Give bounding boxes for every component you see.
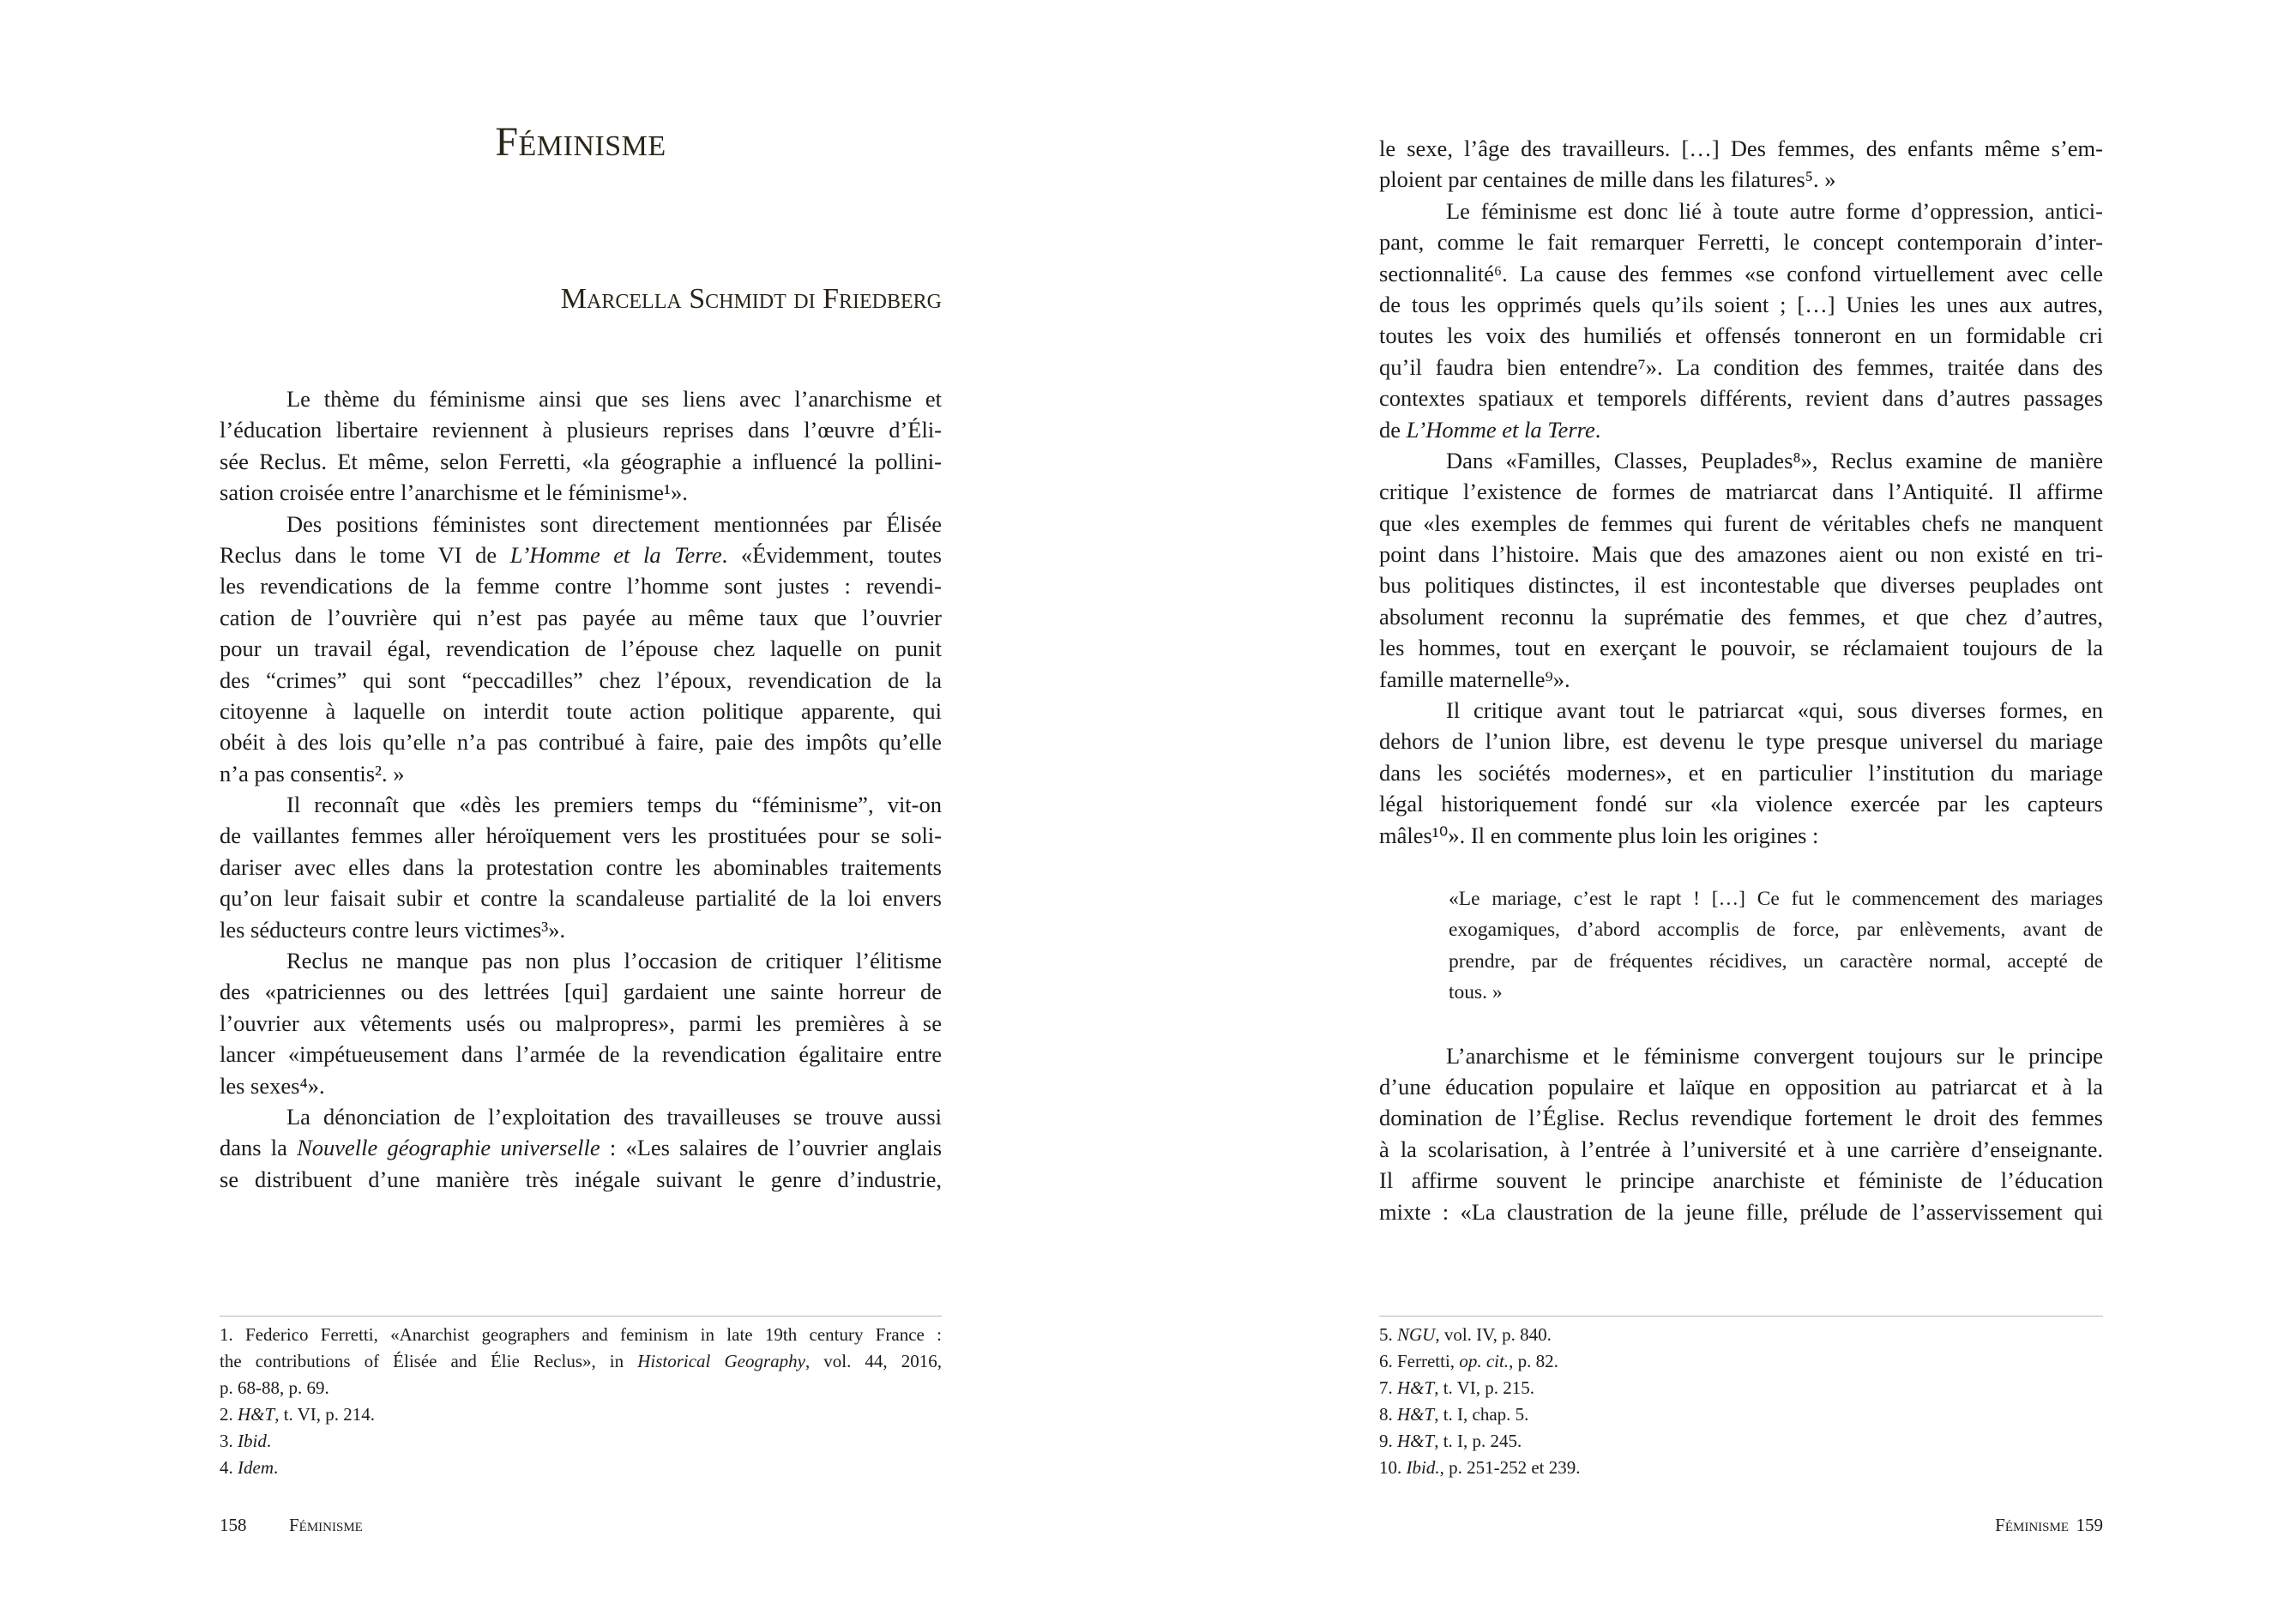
text-line: absolument reconnu la suprématie des femmes, et que chez d’autres, (1379, 603, 2103, 630)
text-line (1379, 414, 2103, 445)
italic-text: Ibid. (1406, 1457, 1440, 1478)
text-line: obéit à des lois qu’elle n’a pas contribué à faire, paie des impôts qu’elle (220, 729, 942, 756)
text-segment: 4. (220, 1457, 238, 1478)
text-segment: . (273, 1457, 279, 1478)
running-head: Féminisme (289, 1515, 363, 1535)
text-line: les séducteurs contre leurs victimes³». (220, 916, 566, 943)
text-line: n’a pas consentis². » (220, 760, 405, 786)
page-number: 159 (2076, 1515, 2103, 1535)
text-line: Il critique avant tout le patriarcat «qui, sous diverses formes, en (1446, 697, 2103, 724)
text-segment: 2. (220, 1404, 238, 1425)
text-line: l’éducation libertaire reviennent à plusieurs reprises dans l’œuvre d’Éli- (220, 417, 942, 443)
text-segment: Reclus dans le tome VI de (220, 541, 510, 568)
text-line: point dans l’histoire. Mais que des amazones aient ou non existé en tri- (1379, 541, 2103, 568)
text-line: Dans «Familles, Classes, Peuplades⁸», Reclus examine de manière (1446, 447, 2103, 473)
italic-text: H&T (1397, 1431, 1435, 1451)
footnote (1379, 1375, 2103, 1401)
text-line: Reclus ne manque pas non plus l’occasion de critiquer l’élitisme (286, 948, 942, 974)
text-segment: the contributions of Élisée and Élie Reclus», in (220, 1351, 638, 1371)
footnote (220, 1428, 942, 1455)
text-line: Des positions féministes sont directement mentionnées par Élisée (286, 510, 942, 537)
text-line: sation croisée entre l’anarchisme et le féminisme¹». (220, 479, 688, 506)
text-segment: . «Évidemment, toutes (721, 541, 942, 568)
block-quote (1449, 883, 2103, 1009)
text-line: prendre, par de fréquentes récidives, un caractère normal, accepté de (1449, 949, 2103, 973)
paragraph (220, 1101, 942, 1195)
text-line: La dénonciation de l’exploitation des travailleuses se trouve aussi (286, 1103, 942, 1130)
italic-text: Historical Geography (637, 1351, 805, 1371)
italic-text: op. cit. (1459, 1351, 1510, 1371)
text-segment: 10. (1379, 1457, 1407, 1478)
italic-text: L’Homme et la Terre (1406, 416, 1595, 443)
footnote (1379, 1322, 2103, 1348)
text-line: de tous les opprimés quels qu’ils soient ; […] Unies les unes aux autres, (1379, 291, 2103, 317)
text-segment: 5. (1379, 1324, 1397, 1345)
text-line: exogamiques, d’abord accomplis de force, par enlèvements, avant de (1449, 919, 2103, 942)
text-line (1379, 1348, 2103, 1375)
text-line (1379, 1401, 2103, 1428)
left-footnotes (220, 1322, 942, 1481)
text-line: 1. Federico Ferretti, «Anarchist geographers and feminism in late 19th century France : (220, 1324, 942, 1345)
paragraph (220, 509, 942, 790)
text-line: l’ouvrier aux vêtements usés ou malpropres», parmi les premières à se (220, 1009, 942, 1036)
text-segment: 6. Ferretti, (1379, 1351, 1460, 1371)
text-line: citoyenne à laquelle on interdit toute action politique apparente, qui (220, 697, 942, 724)
text-line: dariser avec elles dans la protestation contre les abominables traitements (220, 853, 942, 880)
footnote (220, 1455, 942, 1481)
text-segment: , t. VI, p. 214. (274, 1404, 376, 1425)
text-line: toutes les voix des humiliés et offensés tonneront en un formidable cri (1379, 322, 2103, 349)
footnote (1379, 1455, 2103, 1481)
text-line (220, 539, 942, 570)
footnote-rule (1379, 1316, 2103, 1317)
text-line: domination de l’Église. Reclus revendique fortement le droit des femmes (1379, 1105, 2103, 1131)
text-line: les hommes, tout en exerçant le pouvoir, se réclamaient toujours de la (1379, 635, 2103, 661)
paragraph (1379, 1040, 2103, 1227)
text-line: des «patriciennes ou des lettrées [qui] gardaient une sainte horreur de (220, 979, 942, 1005)
text-line (220, 1401, 942, 1428)
paragraph (1379, 133, 2103, 196)
paragraph (220, 383, 942, 509)
italic-text: H&T (238, 1404, 275, 1425)
text-segment: , p. 251-252 et 239. (1439, 1457, 1581, 1478)
text-segment: , t. VI, p. 215. (1434, 1377, 1535, 1398)
paragraph (1379, 196, 2103, 445)
text-line: des “crimes” qui sont “peccadilles” chez l’époux, revendication de la (220, 666, 942, 693)
text-line: famille maternelle⁹». (1379, 666, 1570, 692)
text-line (1379, 1375, 2103, 1401)
text-line: «Le mariage, c’est le rapt ! […] Ce fut le commencement des mariages (1449, 887, 2103, 910)
text-line: dans les sociétés modernes», et en particulier l’institution du mariage (1379, 759, 2103, 786)
text-line: que «les exemples de femmes qui furent de véritables chefs ne manquent (1379, 509, 2103, 536)
text-line: pour un travail égal, revendication de l’épouse chez laquelle on punit (220, 636, 942, 662)
text-line: bus politiques distinctes, il est incontestable que diverses peuplades ont (1379, 572, 2103, 599)
paragraph (1379, 695, 2103, 851)
text-segment: 7. (1379, 1377, 1397, 1398)
text-segment: 9. (1379, 1431, 1397, 1451)
text-line (220, 1348, 942, 1375)
text-line: sée Reclus. Et même, selon Ferretti, «la géographie a influencé la pollini- (220, 448, 942, 474)
text-line: L’anarchisme et le féminisme convergent toujours sur le principe (1446, 1042, 2103, 1069)
text-line: Le féminisme est donc lié à toute autre forme d’oppression, antici- (1446, 197, 2103, 224)
text-segment: . (266, 1431, 272, 1451)
chapter-title: Féminisme (495, 119, 666, 165)
text-line: le sexe, l’âge des travailleurs. […] Des femmes, des enfants même s’em- (1379, 136, 2103, 161)
italic-text: NGU (1397, 1324, 1436, 1345)
text-line: contextes spatiaux et temporels différents, revient dans d’autres passages (1379, 385, 2103, 412)
text-line: se distribuent d’une manière très inégale suivant le genre d’industrie, (220, 1166, 942, 1192)
left-body-text (220, 383, 942, 1195)
text-line: à la scolarisation, à l’entrée à l’université et à une carrière d’enseignante. (1379, 1136, 2103, 1162)
text-line: d’une éducation populaire et laïque en opposition au patriarcat et à la (1379, 1073, 2103, 1100)
footnote (1379, 1401, 2103, 1428)
text-segment: , vol. IV, p. 840. (1435, 1324, 1552, 1345)
text-segment: 8. (1379, 1404, 1397, 1425)
text-line: légal historiquement fondé sur «la violence exercée par les capteurs (1379, 791, 2103, 817)
text-segment: , t. I, p. 245. (1434, 1431, 1522, 1451)
italic-text: L’Homme et la Terre (509, 541, 722, 568)
text-segment: : «Les salaires de l’ouvrier anglais (600, 1135, 943, 1161)
text-line (220, 1132, 942, 1163)
italic-text: Ibid (238, 1431, 267, 1451)
running-head: Féminisme (1995, 1515, 2069, 1535)
text-segment: dans la (220, 1135, 298, 1161)
text-line: Le thème du féminisme ainsi que ses liens avec l’anarchisme et (286, 386, 942, 412)
text-segment: 3. (220, 1431, 238, 1451)
text-line: critique l’existence de formes de matriarcat dans l’Antiquité. Il affirme (1379, 479, 2103, 505)
text-line: qu’on leur faisait subir et contre la scandaleuse partialité de la loi envers (220, 885, 942, 912)
text-line: lancer «impétueusement dans l’armée de la revendication égalitaire entre (220, 1041, 942, 1068)
right-footnotes (1379, 1322, 2103, 1481)
paragraph (220, 945, 942, 1101)
text-line: cation de l’ouvrière qui n’est pas payée au même taux que l’ouvrier (220, 604, 942, 630)
text-line: mixte : «La claustration de la jeune fille, prélude de l’asservissement qui (1379, 1198, 2103, 1225)
text-segment: , p. 82. (1509, 1351, 1558, 1371)
text-line: tous. » (1449, 981, 1503, 1004)
paragraph (1379, 445, 2103, 695)
text-line: dehors de l’union libre, est devenu le type presque universel du mariage (1379, 728, 2103, 755)
text-line: ploient par centaines de mille dans les filatures⁵. » (1379, 166, 1836, 193)
footnote (1379, 1348, 2103, 1375)
text-line: Il affirme souvent le principe anarchiste et féministe de l’éducation (1379, 1167, 2103, 1194)
right-body-text (1379, 133, 2103, 1227)
paragraph (220, 789, 942, 945)
italic-text: Idem (238, 1457, 274, 1478)
footnote (220, 1322, 942, 1401)
italic-text: Nouvelle géographie universelle (297, 1135, 600, 1161)
text-line: les revendications de la femme contre l’homme sont justes : revendi- (220, 573, 942, 600)
footnote (1379, 1428, 2103, 1455)
text-line: de vaillantes femmes aller héroïquement vers les prostituées pour se soli- (220, 823, 942, 849)
text-line (1379, 1455, 2103, 1481)
text-line (220, 1428, 942, 1455)
text-line: qu’il faudra bien entendre⁷». La condition des femmes, traitée dans des (1379, 353, 2103, 380)
text-line (1379, 1428, 2103, 1455)
text-line: p. 68-88, p. 69. (220, 1377, 329, 1398)
text-line (220, 1455, 942, 1481)
italic-text: H&T (1397, 1404, 1435, 1425)
text-line: les sexes⁴». (220, 1072, 325, 1099)
text-segment: de (1379, 416, 1407, 443)
footnote-rule (220, 1316, 942, 1317)
text-line: sectionnalité⁶. La cause des femmes «se confond virtuellement avec celle (1379, 260, 2103, 286)
text-segment: , t. I, chap. 5. (1434, 1404, 1529, 1425)
text-line: mâles¹⁰». Il en commente plus loin les origines : (1379, 822, 1819, 848)
page-number: 158 (220, 1515, 247, 1535)
text-segment: . (1594, 416, 1601, 443)
text-line: Il reconnaît que «dès les premiers temps du “féminisme”, vit-on (286, 792, 942, 818)
text-line (1379, 1322, 2103, 1348)
author-name: Marcella Schmidt di Friedberg (560, 283, 942, 315)
footnote (220, 1401, 942, 1428)
right-page (1148, 0, 2295, 1621)
text-line: pant, comme le fait remarquer Ferretti, le concept contemporain d’inter- (1379, 229, 2103, 256)
text-segment: , vol. 44, 2016, (805, 1351, 942, 1371)
italic-text: H&T (1397, 1377, 1435, 1398)
